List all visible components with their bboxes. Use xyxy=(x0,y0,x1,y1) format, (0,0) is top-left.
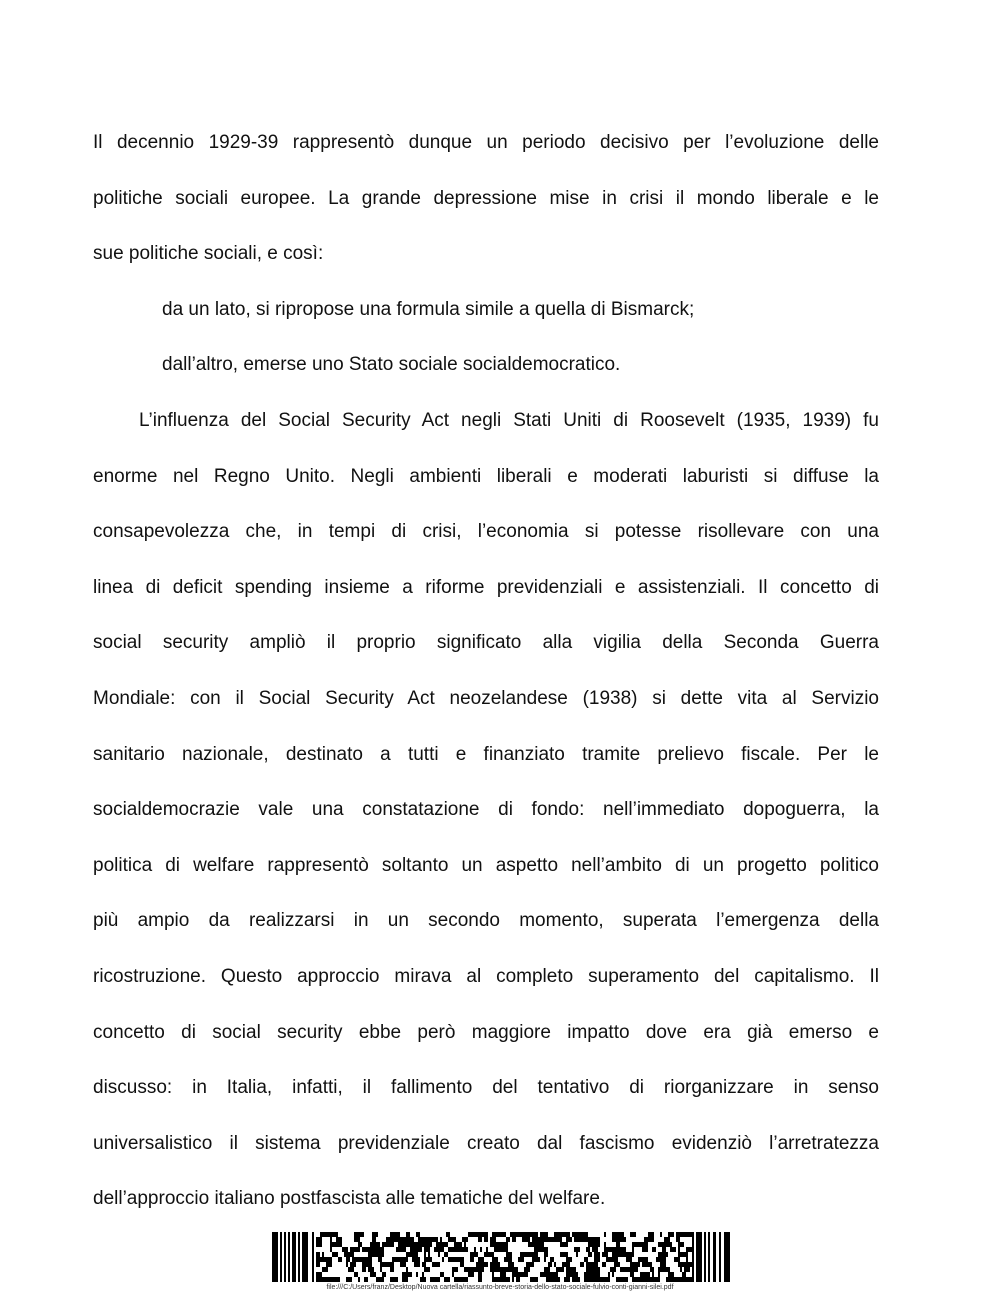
text-line: enorme nel Regno Unito. Negli ambienti liberali e moderati laburisti si diffuse la xyxy=(93,465,879,487)
text-line: sue politiche sociali, e così: xyxy=(93,243,324,265)
text-line: più ampio da realizzarsi in un secondo momento, superata l’emergenza della xyxy=(93,910,879,932)
text-line: linea di deficit spending insieme a riforme previdenziali e assistenziali. Il concetto di xyxy=(93,576,879,598)
text-line: Mondiale: con il Social Security Act neozelandese (1938) si dette vita al Servizio xyxy=(93,687,879,709)
text-line: Il decennio 1929-39 rappresentò dunque un periodo decisivo per l’evoluzione delle xyxy=(93,132,879,153)
footer-file-path: file:///C:/Users/franz/Desktop/Nuova cartella/riassunto-breve-storia-dello-stato-sociale-fulvio-conti-gianni-silei.pdf xyxy=(326,1284,674,1291)
text-line: ricostruzione. Questo approccio mirava al completo superamento del capitalismo. Il xyxy=(93,965,879,987)
list-item: dall’altro, emerse uno Stato sociale socialdemocratico. xyxy=(162,354,621,376)
barcode-graphic xyxy=(272,1232,730,1282)
text-line: social security ampliò il proprio significato alla vigilia della Seconda Guerra xyxy=(93,632,879,654)
text-line: universalistico il sistema previdenziale creato dal fascismo evidenziò l’arretratezza xyxy=(93,1132,879,1154)
text-line: politiche sociali europee. La grande depressione mise in crisi il mondo liberale e le xyxy=(93,187,879,209)
text-line: socialdemocrazie vale una constatazione di fondo: nell’immediato dopoguerra, la xyxy=(93,799,879,821)
text-line: discusso: in Italia, infatti, il fallimento del tentativo di riorganizzare in senso xyxy=(93,1077,879,1099)
body-text xyxy=(93,115,879,1227)
text-line: consapevolezza che, in tempi di crisi, l’economia si potesse risollevare con una xyxy=(93,521,879,543)
text-line: L’influenza del Social Security Act negli Stati Uniti di Roosevelt (1935, 1939) fu xyxy=(139,409,879,431)
barcode xyxy=(272,1232,730,1282)
list-item: da un lato, si ripropose una formula simile a quella di Bismarck; xyxy=(162,298,695,320)
text-line: dell’approccio italiano postfascista alle tematiche del welfare. xyxy=(93,1188,606,1210)
text-line: sanitario nazionale, destinato a tutti e finanziato tramite prelievo fiscale. Per le xyxy=(93,743,879,765)
text-line: concetto di social security ebbe però maggiore impatto dove era già emerso e xyxy=(93,1021,879,1043)
text-line: politica di welfare rappresentò soltanto un aspetto nell’ambito di un progetto politico xyxy=(93,854,879,876)
